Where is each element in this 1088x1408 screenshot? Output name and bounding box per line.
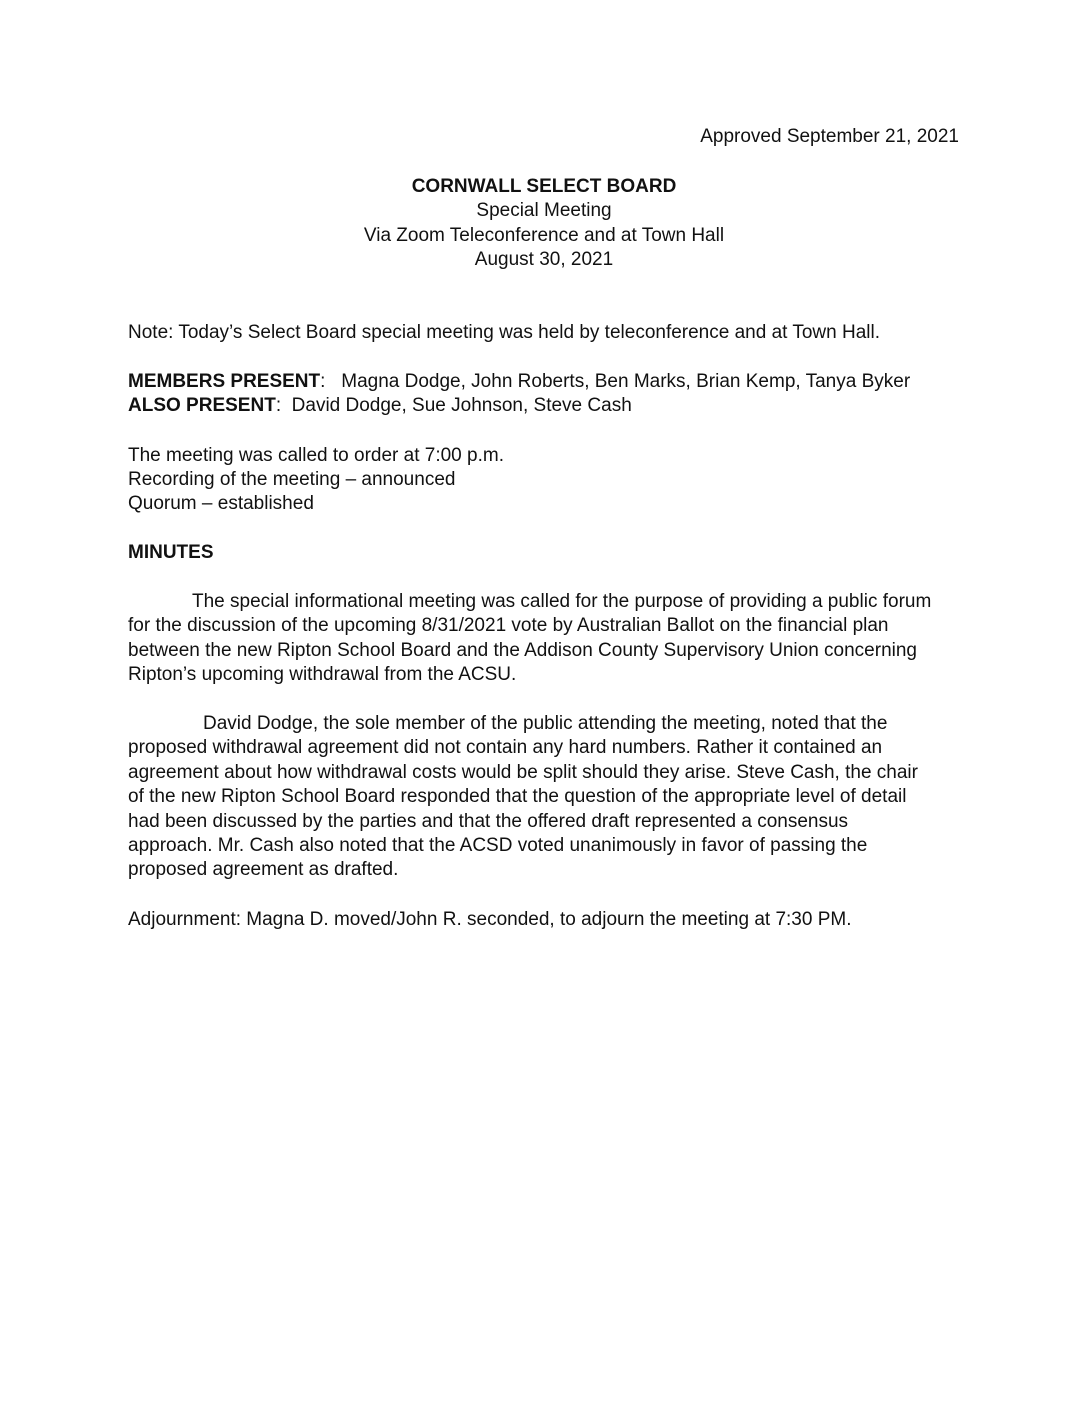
board-title: CORNWALL SELECT BOARD <box>411 176 677 197</box>
meeting-location: Via Zoom Teleconference and at Town Hall <box>363 225 725 246</box>
members-present-names: Magna Dodge, John Roberts, Ben Marks, Brian Kemp, Tanya Byker <box>341 371 911 392</box>
members-present <box>128 370 910 394</box>
call-to-order: The meeting was called to order at 7:00 p.m. <box>128 445 504 466</box>
minutes-heading: MINUTES <box>128 542 214 563</box>
paragraph2-line: approach. Mr. Cash also noted that the ACSD voted unanimously in favor of passing the <box>128 835 868 856</box>
members-present-label: MEMBERS PRESENT <box>128 371 321 392</box>
also-present-names: David Dodge, Sue Johnson, Steve Cash <box>291 395 632 416</box>
also-present <box>128 394 632 418</box>
meeting-type: Special Meeting <box>476 200 612 221</box>
quorum-status: Quorum – established <box>128 493 314 514</box>
paragraph1-line: for the discussion of the upcoming 8/31/2021 vote by Australian Ballot on the financial plan <box>128 615 889 636</box>
members-present-colon: : <box>320 371 342 392</box>
recording-announcement: Recording of the meeting – announced <box>128 469 456 490</box>
also-present-colon: : <box>275 395 292 416</box>
paragraph2-line: of the new Ripton School Board responded that the question of the appropriate level of detail <box>128 786 907 807</box>
paragraph2-line: proposed agreement as drafted. <box>128 859 399 880</box>
note-line: Note: Today’s Select Board special meeting was held by teleconference and at Town Hall. <box>128 322 881 343</box>
paragraph2-line: had been discussed by the parties and that the offered draft represented a consensus <box>128 811 849 832</box>
adjournment-line: Adjournment: Magna D. moved/John R. seconded, to adjourn the meeting at 7:30 PM. <box>128 909 852 930</box>
paragraph1-line: The special informational meeting was called for the purpose of providing a public forum <box>192 591 932 612</box>
paragraph2-line: agreement about how withdrawal costs would be split should they arise. Steve Cash, the chair <box>128 762 918 783</box>
paragraph1-line: Ripton’s upcoming withdrawal from the ACSU. <box>128 664 517 685</box>
also-present-label: ALSO PRESENT <box>128 395 276 416</box>
paragraph1-line: between the new Ripton School Board and the Addison County Supervisory Union concerning <box>128 640 918 661</box>
approval-note: Approved September 21, 2021 <box>700 126 959 147</box>
meeting-date: August 30, 2021 <box>474 249 614 270</box>
paragraph2-line: proposed withdrawal agreement did not contain any hard numbers. Rather it contained an <box>128 737 883 758</box>
paragraph2-line: David Dodge, the sole member of the public attending the meeting, noted that the <box>203 713 888 734</box>
